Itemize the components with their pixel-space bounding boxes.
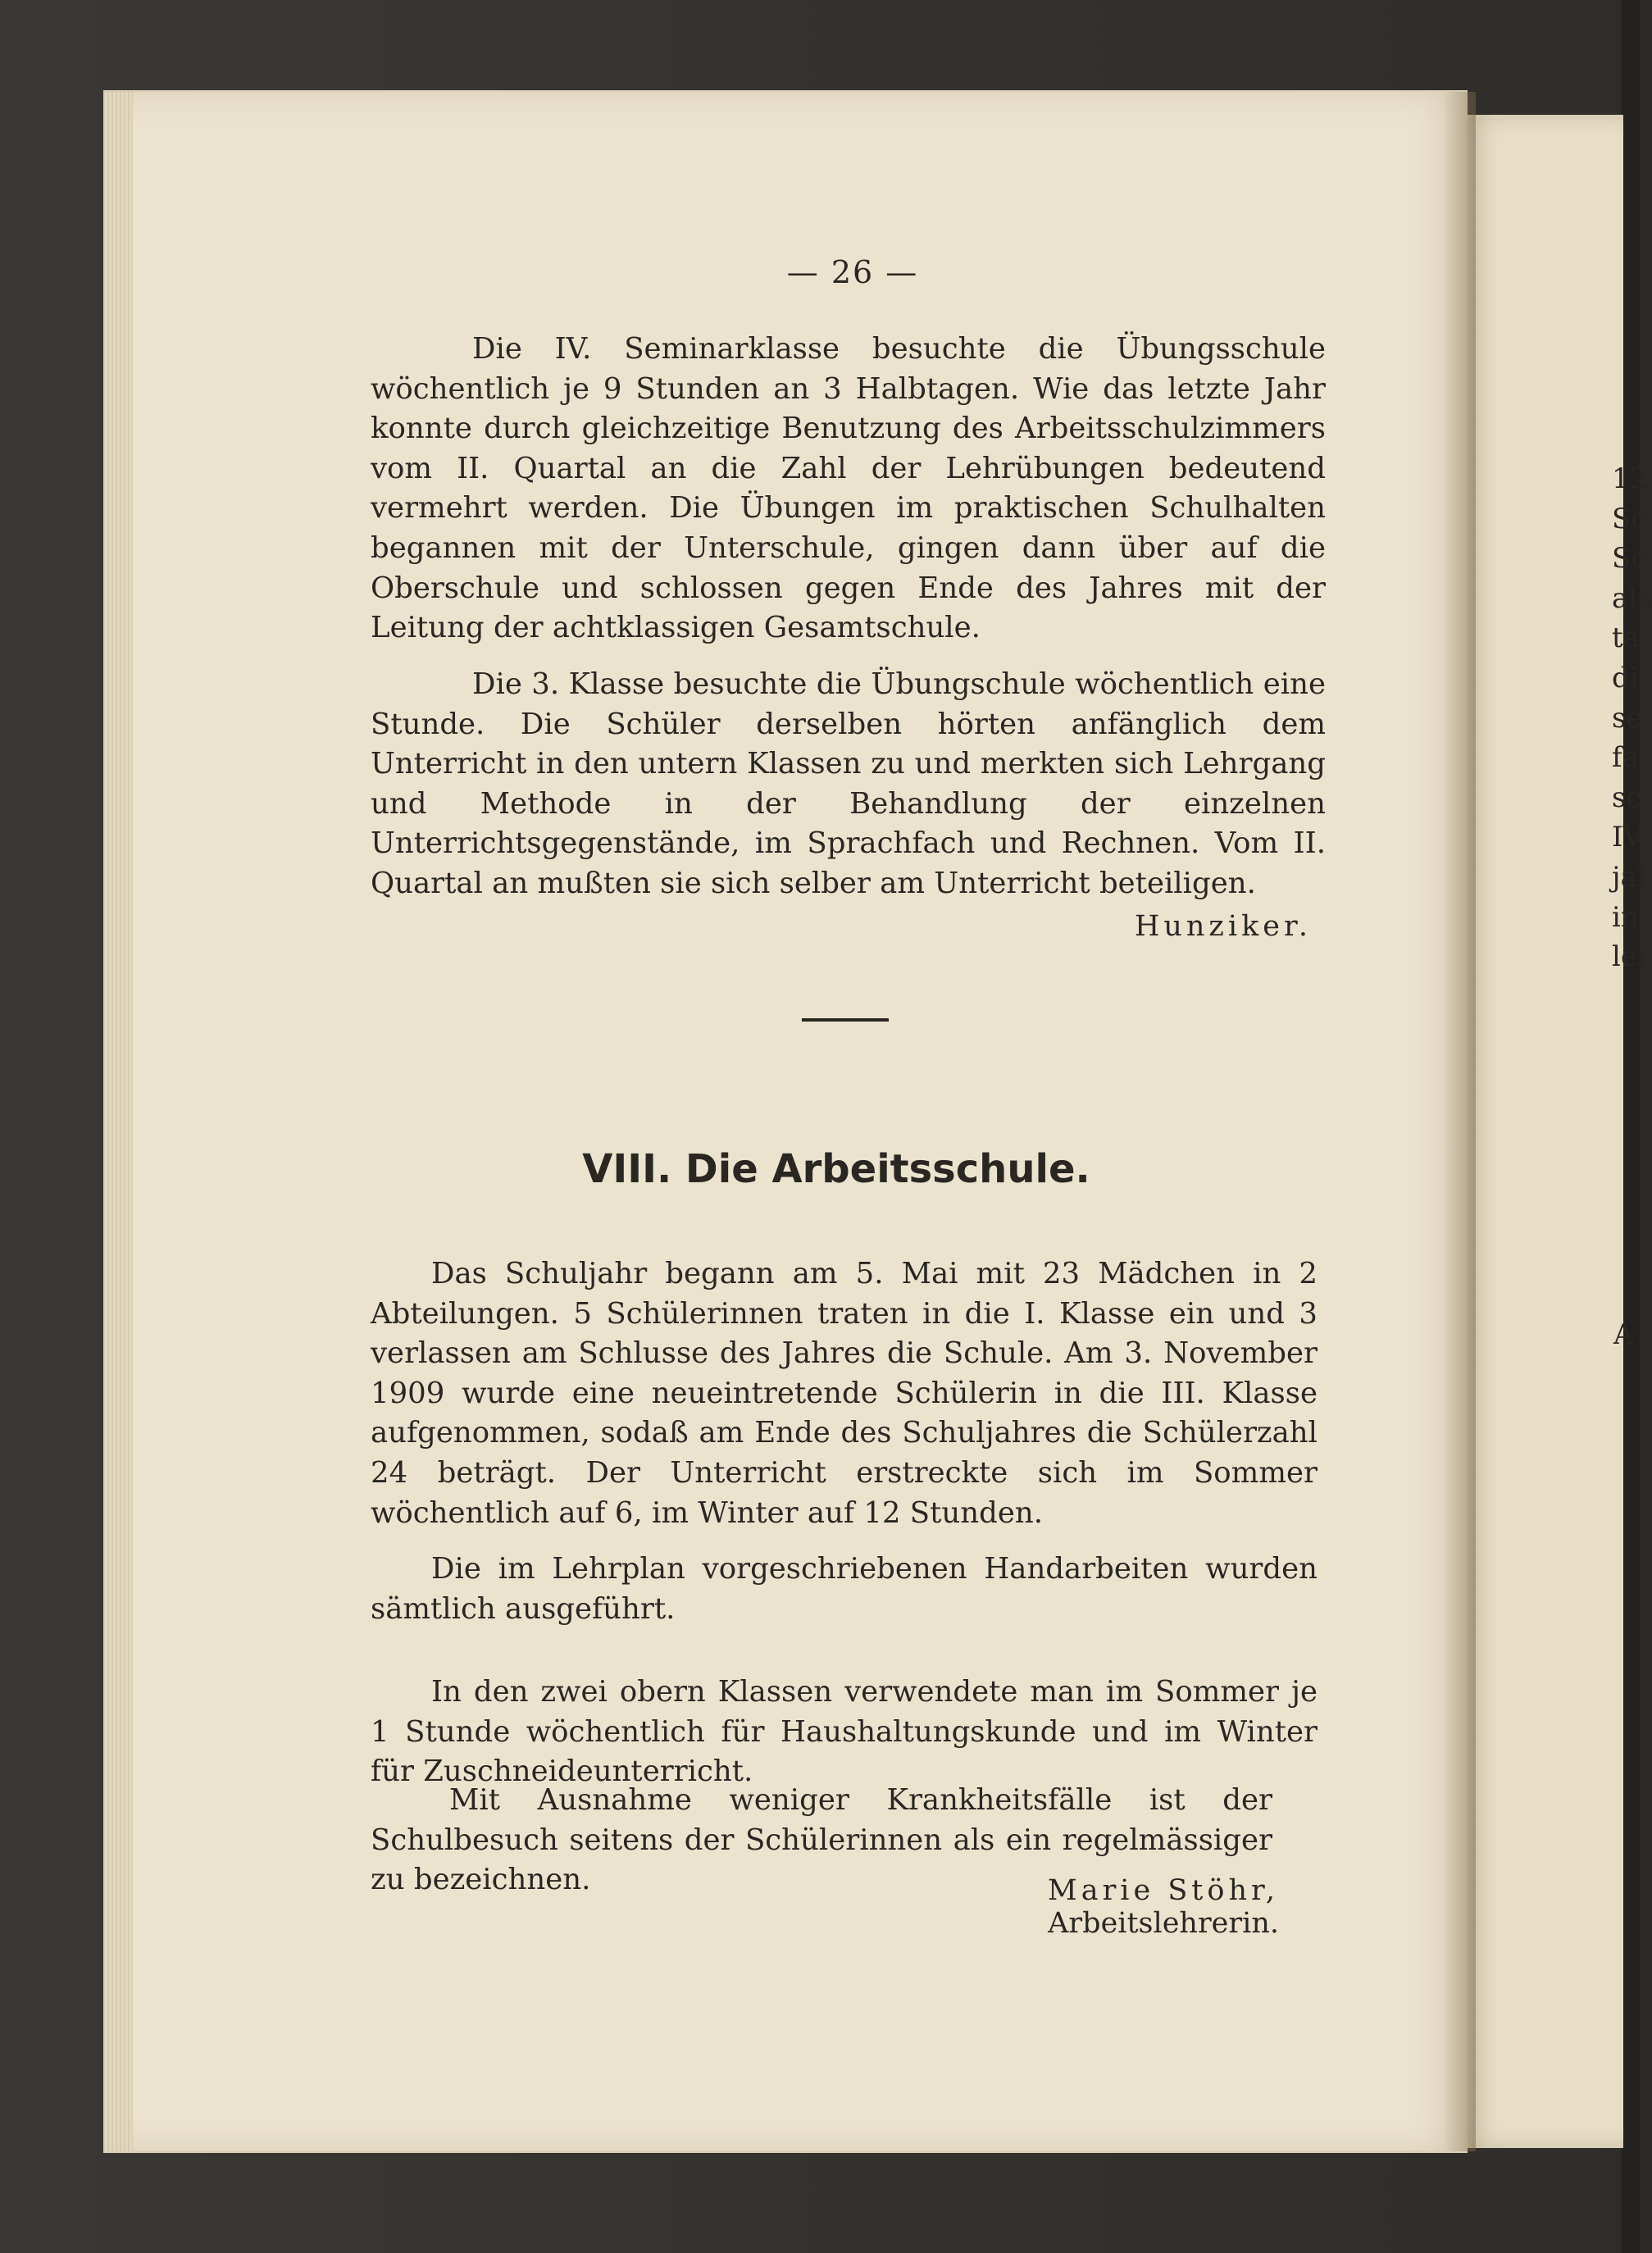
facing-page-line: jal — [1612, 860, 1646, 894]
facing-page-text — [1612, 459, 1652, 977]
paragraph-handarbeiten: Die im Lehrplan vorgeschriebenen Handarbeiten wurden sämtlich ausgeführt. — [371, 1552, 1318, 1626]
facing-page-line: 12 — [1612, 462, 1648, 495]
section-divider — [802, 1018, 889, 1022]
signature-name: Marie Stöhr, — [1047, 1874, 1279, 1907]
signature-role: Arbeitslehrerin. — [1048, 1907, 1279, 1940]
paragraph-schulbesuch: Mit Ausnahme weniger Krankheitsfälle ist der Schulbesuch seitens der Schülerinnen als ein regelmässiger zu bezeichnen. — [371, 1783, 1272, 1897]
facing-page-line: di — [1612, 661, 1639, 694]
paragraph-seminarklasse: Die IV. Seminarklasse besuchte die Übungsschule wöchentlich je 9 Stunden an 3 Halbtagen. Wie das letzte Jahr konnte durch gleichzeitige Benutzung des Arbeitsschulzimmers vom II. Quartal an die Zahl der Lehrübungen bedeutend vermehrt werden. Die Übungen im praktischen Schulhalten begannen mit der Unterschule, gingen dann über auf die Oberschule und schlossen gegen Ende des Jahres mit der Leitung der achtklassigen Gesamtschule. — [371, 332, 1326, 645]
facing-page-line: IV — [1612, 821, 1643, 854]
signature-stoehr — [836, 1874, 1279, 1940]
facing-page-line: Sc — [1612, 542, 1647, 576]
scan-edge — [1622, 0, 1640, 2253]
facing-page-line: se — [1612, 701, 1643, 735]
facing-page-line: lei — [1612, 940, 1646, 974]
facing-page-letter: A — [1613, 1318, 1634, 1351]
facing-page-line: als — [1612, 581, 1652, 615]
facing-page-line: fa — [1612, 741, 1639, 775]
facing-page-line: in — [1612, 900, 1639, 934]
signature-hunziker: Hunziker. — [1134, 910, 1312, 943]
page-number: — 26 — — [786, 254, 919, 290]
facing-page — [1464, 115, 1623, 2148]
book-gutter — [1443, 92, 1476, 2151]
paragraph-schuljahr: Das Schuljahr begann am 5. Mai mit 23 Mädchen in 2 Abteilungen. 5 Schülerinnen traten in die I. Klasse ein und 3 verlassen am Schlusse des Jahres die Schule. Am 3. November 1909 wurde eine neueintretende Schülerin in die III. Klasse aufgenommen, sodaß am Ende des Schuljahres die Schülerzahl 24 beträgt. Der Unterricht erstreckte sich im Sommer wöchentlich auf 6, im Winter auf 12 Stunden. — [371, 1257, 1318, 1530]
facing-page-line: sc — [1612, 781, 1642, 814]
facing-page-line: ta — [1612, 621, 1640, 655]
section-heading: VIII. Die Arbeitsschule. — [582, 1146, 1090, 1192]
paragraph-haushaltungskunde: In den zwei obern Klassen verwendete man im Sommer je 1 Stunde wöchentlich für Haushaltungskunde und im Winter für Zuschneideunterricht. — [371, 1675, 1318, 1789]
paragraph-dritte-klasse: Die 3. Klasse besuchte die Übungschule wöchentlich eine Stunde. Die Schüler derselben hörten anfänglich dem Unterricht in den untern Klassen zu und merkten sich Lehrgang und Methode in der Behandlung der einzelnen Unterrichtsgegenstände, im Sprachfach und Rechnen. Vom II. Quartal an mußten sie sich selber am Unterricht beteiligen. — [371, 667, 1326, 900]
facing-page-line: Sc — [1612, 502, 1647, 535]
